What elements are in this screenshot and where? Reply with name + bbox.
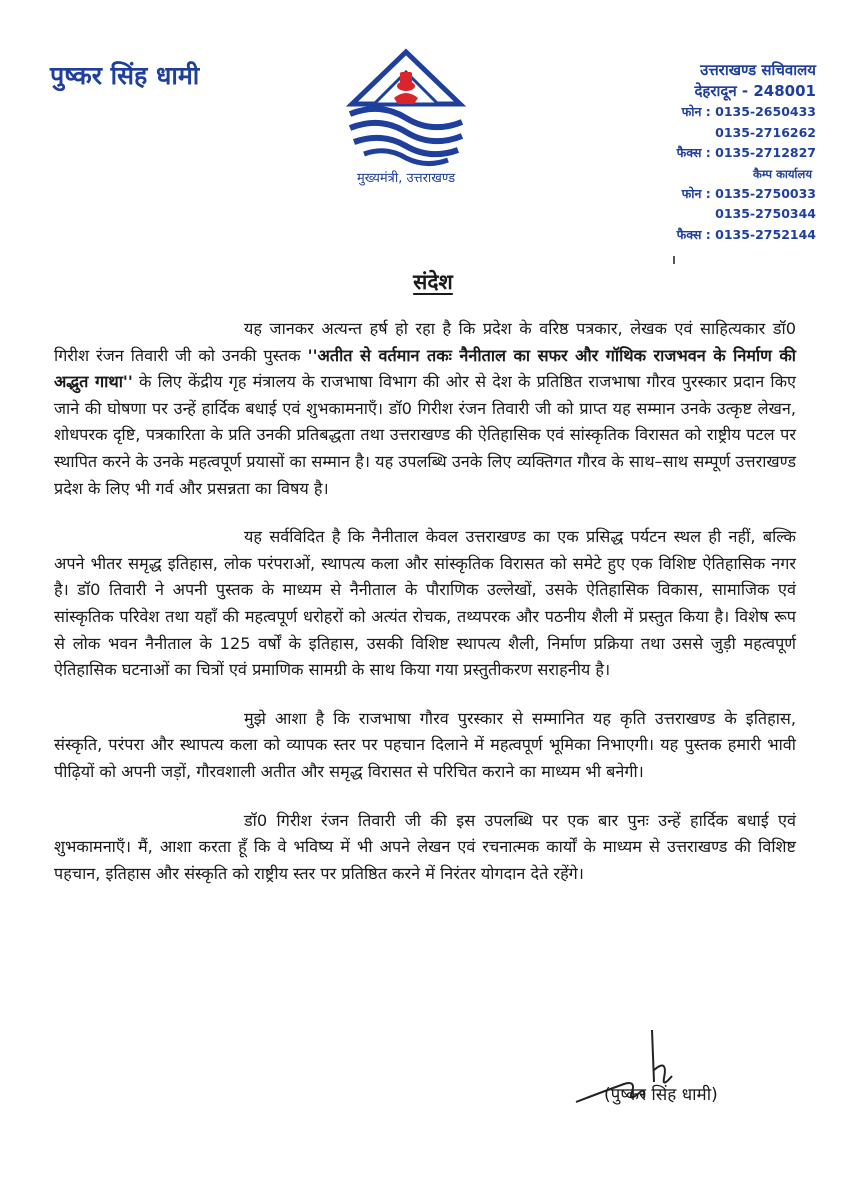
camp-contact-line: फैक्स : 0135-2752144 xyxy=(676,226,816,242)
camp-office-label: कैम्प कार्यालय xyxy=(753,166,812,181)
contact-line: फोन : 0135-2650433 xyxy=(681,104,816,119)
paragraph-1-text-a: यह जानकर अत्यन्त हर्ष हो रहा है कि प्रदेश के वरिष्ठ पत्रकार, लेखक एवं साहित्यकार डॉ0 गिरीश रंजन तिवारी जी को उनकी पुस्तक xyxy=(54,319,796,365)
contact-line: फैक्स : 0135-2712827 xyxy=(676,145,816,160)
letter-body xyxy=(54,316,796,909)
book-title: ''अतीत से वर्तमान तकः नैनीताल का सफर और गॉथिक राजभवन के निर्माण की अद्भुत गाथा'' xyxy=(54,345,796,392)
letter-title: संदेश xyxy=(413,270,453,294)
camp-contact-line: फोन : 0135-2750033 xyxy=(681,185,816,201)
contact-line: 0135-2716262 xyxy=(715,124,816,140)
signature-name: (पुष्कर सिंह धामी) xyxy=(604,1085,718,1105)
office-name: उत्तराखण्ड सचिवालय xyxy=(700,61,816,79)
uttarakhand-emblem-icon xyxy=(344,42,468,170)
sender-name: पुष्कर सिंह धामी xyxy=(50,61,200,90)
emblem-caption: मुख्यमंत्री, उत्तराखण्ड xyxy=(356,171,456,186)
paragraph-4: डॉ0 गिरीश रंजन तिवारी जी की इस उपलब्धि पर एक बार पुनः उन्हें हार्दिक बधाई एवं शुभकामनाएँ। मैं, आशा करता हूँ कि वे भविष्य में भी अपने लेखन एवं रचनात्मक कार्यों के माध्यम से उत्तराखण्ड की विशिष्ट पहचान, इतिहास और संस्कृति को राष्ट्रीय स्तर पर प्रतिष्ठित करने में निरंतर योगदान देते रहेंगे। xyxy=(54,810,796,883)
letter-title-wrap xyxy=(0,268,866,296)
contact-block xyxy=(616,60,816,245)
scan-mark xyxy=(673,256,675,264)
paragraph-1 xyxy=(54,316,796,502)
paragraph-2: यह सर्वविदित है कि नैनीताल केवल उत्तराखण्ड का एक प्रसिद्ध पर्यटन स्थल ही नहीं, बल्कि अपने भीतर समृद्ध इतिहास, लोक परंपराओं, स्थापत्य कला और सांस्कृतिक विरासत को समेटे हुए एक विशिष्ट ऐतिहासिक नगर है। डॉ0 तिवारी ने अपनी पुस्तक के माध्यम से नैनीताल के पौराणिक उल्लेखों, उसके ऐतिहासिक विकास, सामाजिक एवं सांस्कृतिक परिवेश तथा यहाँ की महत्वपूर्ण धरोहरों को अत्यंत रोचक, तथ्यपरक और पठनीय शैली में प्रस्तुत किया है। विशेष रूप से लोक भवन नैनीताल के 125 वर्षों के इतिहास, उसकी विशिष्ट स्थापत्य शैली, निर्माण प्रक्रिया तथा उससे जुड़ी महत्वपूर्ण ऐतिहासिक घटनाओं का चित्रों एवं प्रमाणिक सामग्री के साथ किया गया प्रस्तुतीकरण सराहनीय है। xyxy=(54,527,796,680)
office-city: देहरादून - 248001 xyxy=(694,82,816,100)
paragraph-3: मुझे आशा है कि राजभाषा गौरव पुरस्कार से सम्मानित यह कृति उत्तराखण्ड के इतिहास, संस्कृति, परंपरा और स्थापत्य कला को व्यापक स्तर पर पहचान दिलाने में महत्वपूर्ण भूमिका निभाएगी। यह पुस्तक हमारी भावी पीढ़ियों को अपनी जड़ों, गौरवशाली अतीत और समृद्ध विरासत से परिचित कराने का माध्यम भी बनेगी। xyxy=(54,708,796,781)
paragraph-1-text-b: के लिए केंद्रीय गृह मंत्रालय के राजभाषा विभाग की ओर से देश के प्रतिष्ठित राजभाषा गौरव पुरस्कार प्रदान किए जाने की घोषणा पर उन्हें हार्दिक बधाई एवं शुभकामनाएँ। डॉ0 गिरीश रंजन तिवारी जी को प्राप्त यह सम्मान उनके उत्कृष्ट लेखन, शोधपरक दृष्टि, पत्रकारिता के प्रति उनकी प्रतिबद्धता तथा उत्तराखण्ड की ऐतिहासिक एवं सांस्कृतिक विरासत को राष्ट्रीय पटल पर स्थापित करने के उनके महत्वपूर्ण प्रयासों का सम्मान है। यह उपलब्धि उनके लिए व्यक्तिगत गौरव के साथ–साथ सम्पूर्ण उत्तराखण्ड प्रदेश के लिए भी गर्व और प्रसन्नता का विषय है। xyxy=(54,372,796,498)
camp-contact-line: 0135-2750344 xyxy=(715,206,816,221)
